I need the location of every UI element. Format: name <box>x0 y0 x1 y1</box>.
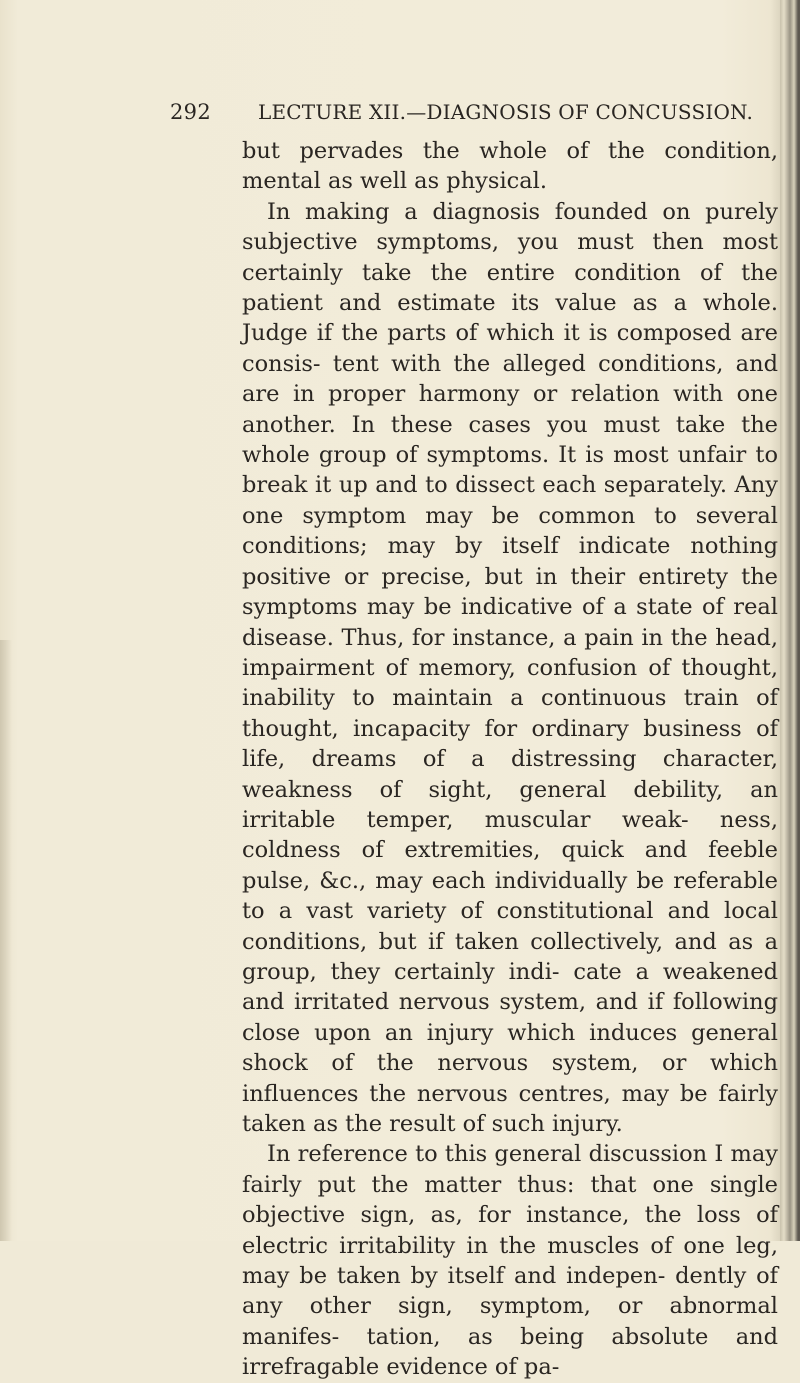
page-edge <box>780 0 800 1241</box>
paragraph-3: In reference to this general discussion I may fairly put the matter thus: that one single objective sign, as, for instance, the loss of electric irritability in the muscles of one leg, may be taken by itself and indepen- dently of any other sign, symptom, or abnormal manifes- tation, as being absolute and irrefragable evidence of pa- <box>242 1141 778 1381</box>
page-number: 292 <box>170 100 211 124</box>
running-head: LECTURE XII.—DIAGNOSIS OF CONCUSSION. <box>258 100 754 124</box>
body-text <box>242 136 778 1383</box>
paragraph-1: but pervades the whole of the condition, mental as well as physical. <box>242 138 778 195</box>
paragraph-2: In making a diagnosis founded on purely subjective symptoms, you must then most certainly take the entire condition of the patient and estimate its value as a whole. Judge if the parts of which it is composed are consis- tent with the alleged conditions, and are in proper harmony or relation with one another. In these cases you must take the whole group of symptoms. It is most unfair to break it up and to dissect each separately. Any one symptom may be common to several conditions; may by itself indicate nothing positive or precise, but in their entirety the symptoms may be indicative of a state of real disease. Thus, for instance, a pain in the head, impairment of memory, confusion of thought, inability to maintain a continuous train of thought, incapacity for ordinary business of life, dreams of a distressing character, weakness of sight, general debility, an irritable temper, muscular weak- ness, coldness of extremities, quick and feeble pulse, &c., may each individually be referable to a vast variety of constitutional and local conditions, but if taken collectively, and as a group, they certainly indi- cate a weakened and irritated nervous system, and if following close upon an injury which induces general shock of the nervous system, or which influences the nervous centres, may be fairly taken as the result of such injury. <box>242 198 778 1137</box>
gutter-shadow <box>0 640 12 1241</box>
